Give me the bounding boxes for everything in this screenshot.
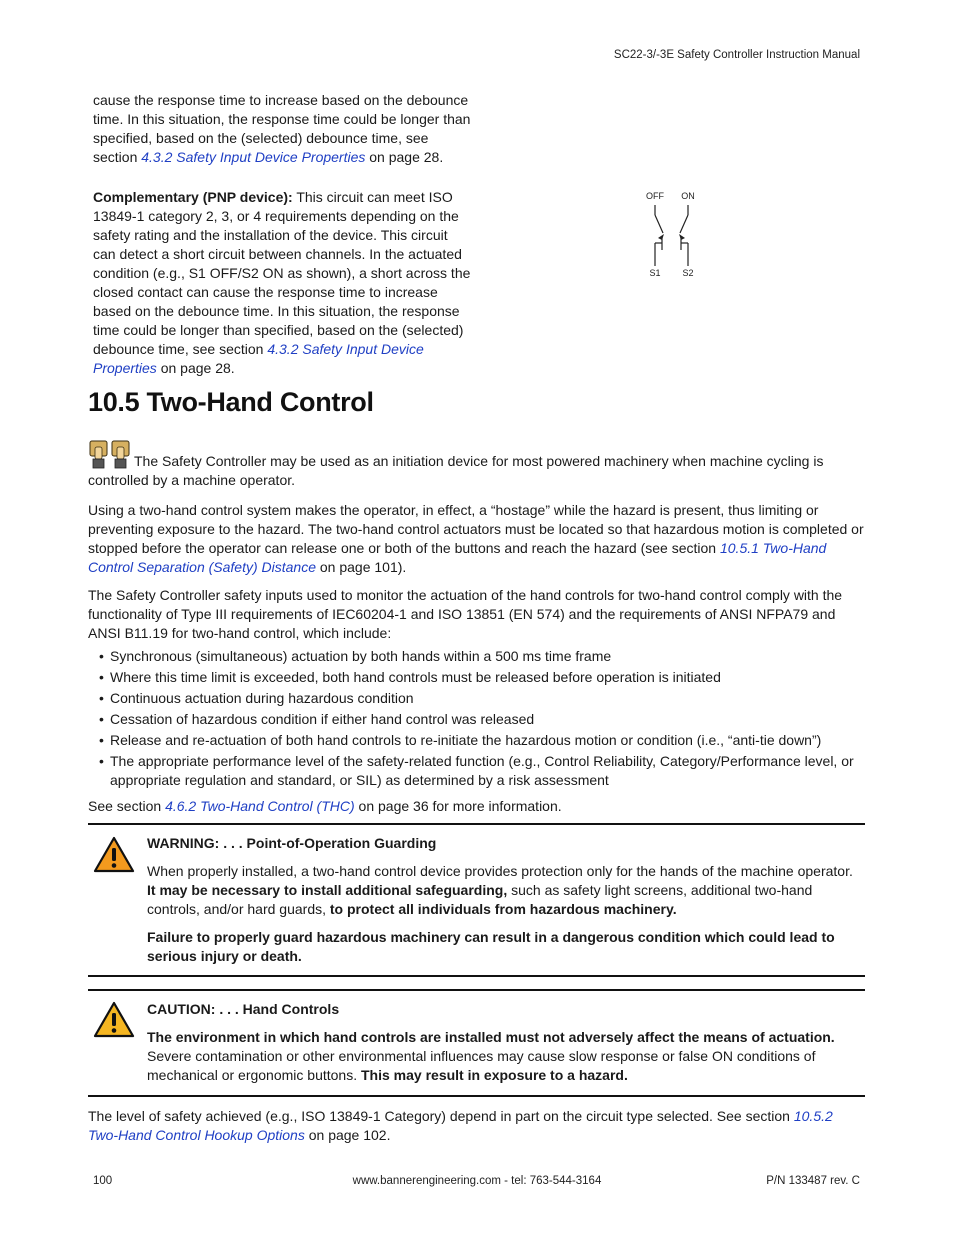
xref-safety-input-device-properties-2[interactable]: 4.3.2 Safety Input Device Properties bbox=[93, 341, 424, 376]
two-hand-control-icon bbox=[88, 438, 132, 470]
complementary-lead: Complementary (PNP device): bbox=[93, 189, 293, 205]
intro-block bbox=[88, 438, 864, 490]
xref-hookup-options[interactable]: 10.5.2 Two-Hand Control Hookup Options bbox=[88, 1108, 833, 1143]
xref-two-hand-control-thc[interactable]: 4.6.2 Two-Hand Control (THC) bbox=[165, 798, 355, 814]
label-s1: S1 bbox=[649, 268, 661, 278]
hostage-suffix: on page 101). bbox=[316, 559, 407, 575]
caution-bottom-rule bbox=[88, 1095, 865, 1097]
warning-title: WARNING: . . . Point-of-Operation Guarding bbox=[147, 835, 437, 851]
warning-bottom-rule bbox=[88, 975, 865, 977]
warning-content bbox=[147, 834, 859, 975]
warning-p1-bold: It may be necessary to install additional safeguarding, bbox=[147, 882, 508, 898]
see-also-suffix: on page 36 for more information. bbox=[354, 798, 562, 814]
complementary-switch-diagram bbox=[640, 188, 710, 283]
warning-p1-bold2: to protect all individuals from hazardous machinery. bbox=[329, 901, 677, 917]
continued-paragraph-text: cause the response time to increase based on the debounce time. In this situation, the response time could be longer than specified, based on the (selected) debounce time, see section bbox=[93, 92, 471, 165]
running-header: SC22-3/-3E Safety Controller Instruction Manual bbox=[613, 49, 860, 61]
caution-top-rule bbox=[88, 989, 865, 991]
list-item: • Cessation of hazardous condition if either hand control was released bbox=[88, 710, 864, 729]
list-item: • Continuous actuation during hazardous condition bbox=[88, 689, 864, 708]
warning-triangle-icon bbox=[93, 836, 135, 874]
s2-arrow bbox=[679, 234, 685, 240]
footer-part-number: P/N 133487 rev. C bbox=[766, 1175, 860, 1187]
list-item: • The appropriate performance level of the safety-related function (e.g., Control Reliability, Category/Performance level, or appropriate regulation and standard, or SIL) as determined by a risk assessment bbox=[88, 752, 864, 790]
complementary-suffix: on page 28. bbox=[156, 360, 235, 376]
label-s2: S2 bbox=[682, 268, 694, 278]
warning-p2-bold: Failure to properly guard hazardous machinery can result in a dangerous condition which could lead to serious injury or death. bbox=[147, 929, 835, 964]
section-heading: 10.5 Two-Hand Control bbox=[88, 387, 374, 417]
closing-paragraph bbox=[88, 1107, 864, 1153]
caution-title: CAUTION: . . . Hand Controls bbox=[147, 1001, 340, 1017]
footer-page-number: 100 bbox=[93, 1175, 113, 1187]
see-also-paragraph bbox=[88, 797, 864, 824]
requirements-paragraph bbox=[88, 586, 864, 651]
caution-triangle-icon bbox=[93, 1001, 135, 1039]
warning-p1-text2: such as safety light screens, additional two-hand controls, and/or hard guards, bbox=[147, 882, 813, 917]
warning-top-rule bbox=[88, 823, 865, 825]
hostage-text: Using a two-hand control system makes the operator, in effect, a “hostage” while the hazard is present, thus limiting or preventing exposure to the hazard. The two-hand control actuators must be located so that hazardous motion is completed or stopped before the operator can release one or both of the buttons and reach the hazard (see section bbox=[88, 502, 864, 556]
list-item: • Synchronous (simultaneous) actuation by both hands within a 500 ms time frame bbox=[88, 647, 864, 666]
complementary-text: This circuit can meet ISO 13849-1 category 2, 3, or 4 requirements depending on the safety rating and the installation of the device. This circuit can detect a short circuit between channels. In the actuated condition (e.g., S1 OFF/S2 ON as shown), a short across the closed contact can cause the response time to increase based on the debounce time. In this situation, the response time could be longer than specified, based on the (selected) debounce time, see section bbox=[93, 189, 471, 357]
closing-suffix: on page 102. bbox=[304, 1127, 391, 1143]
complementary-paragraph bbox=[93, 188, 473, 378]
see-also-prefix: See section bbox=[88, 798, 166, 814]
hostage-paragraph bbox=[88, 501, 864, 585]
continued-paragraph-suffix: on page 28. bbox=[365, 149, 444, 165]
closing-text: The level of safety achieved (e.g., ISO 13849-1 Category) depend in part on the circuit type selected. See section bbox=[88, 1108, 794, 1124]
footer-website: www.bannerengineering.com - tel: 763-544-3164 bbox=[352, 1175, 602, 1187]
s1-arrow bbox=[658, 234, 664, 240]
label-off: OFF bbox=[646, 191, 664, 201]
requirements-text: The Safety Controller safety inputs used to monitor the actuation of the hand controls for two-hand control comply with the functionality of Type III requirements of IEC60204-1 and ISO 13851 (EN 574) and the requirements of ANSI NFPA79 and ANSI B11.19 for two-hand control, which include: bbox=[88, 587, 843, 641]
list-item: • Where this time limit is exceeded, both hand controls must be released before operation is initiated bbox=[88, 668, 864, 687]
switch-schematic bbox=[640, 188, 710, 283]
caution-content bbox=[147, 1000, 859, 1094]
xref-separation-distance[interactable]: 10.5.1 Two-Hand Control Separation (Safety) Distance bbox=[88, 540, 827, 575]
caution-p1-text: Severe contamination or other environmental influences may cause slow response or false ON conditions of mechanical or ergonomic buttons. bbox=[147, 1048, 816, 1083]
xref-safety-input-device-properties[interactable]: 4.3.2 Safety Input Device Properties bbox=[141, 149, 366, 165]
warning-p1-text: When properly installed, a two-hand control device provides protection only for the hands of the machine operator. bbox=[147, 863, 853, 879]
section-heading-wrapper bbox=[88, 387, 374, 417]
continued-paragraph bbox=[93, 91, 473, 167]
intro-text: The Safety Controller may be used as an initiation device for most powered machinery when machine cycling is controlled by a machine operator. bbox=[88, 453, 824, 488]
label-on: ON bbox=[681, 191, 695, 201]
requirements-list bbox=[88, 647, 864, 792]
caution-p1-bold: The environment in which hand controls are installed must not adversely affect the means of actuation. bbox=[147, 1029, 835, 1045]
list-item: • Release and re-actuation of both hand controls to re-initiate the hazardous motion or condition (i.e., “anti-tie down”) bbox=[88, 731, 864, 750]
caution-p1-bold2: This may result in exposure to a hazard. bbox=[361, 1067, 628, 1083]
